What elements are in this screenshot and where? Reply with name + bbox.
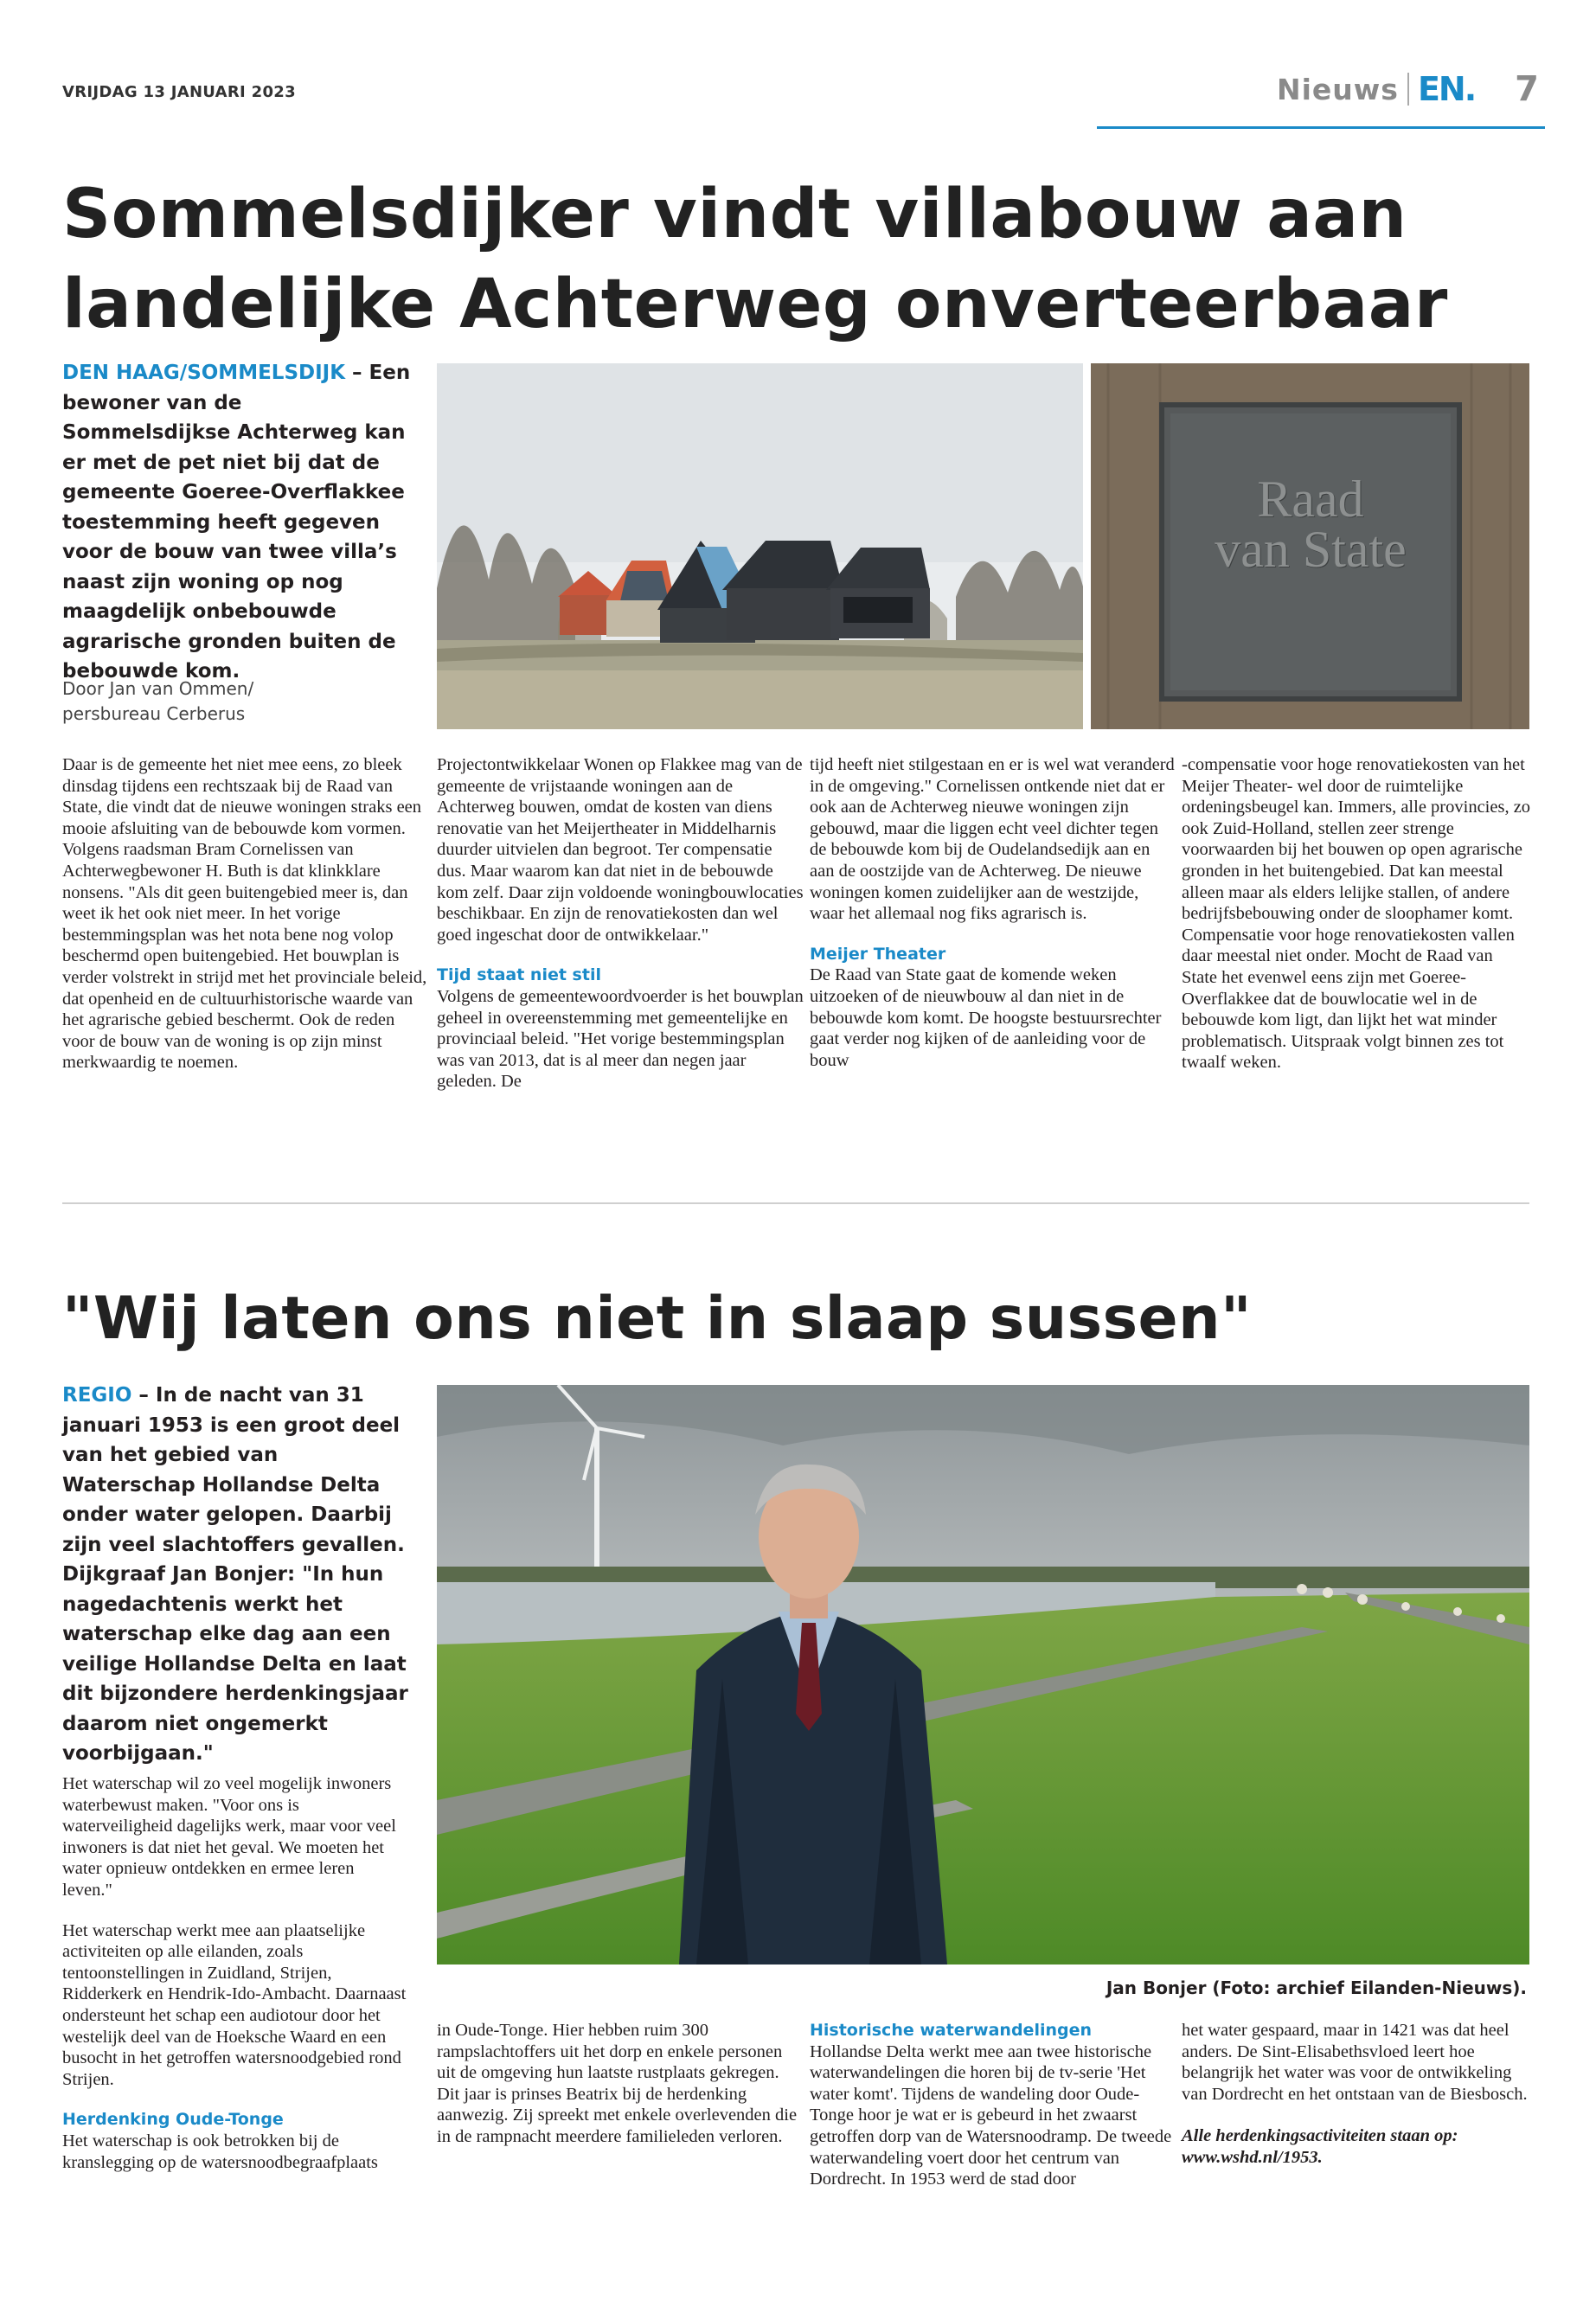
plaque-text — [1162, 471, 1459, 578]
plaque-text-line: Raad — [1257, 471, 1364, 528]
paragraph: Hollandse Delta werkt mee aan twee historische waterwandelingen die horen bij de tv-serie 'Het water komt'. Tijdens de wandeling door Oude-Tonge hoor je wat er is gebeurd in het zwaarst getroffen dorp van de Watersnoodramp. De tweede waterwandeling voert door het centrum van Dordrecht. In 1953 werd de stad door — [810, 2041, 1172, 2189]
article1-column-2 — [437, 754, 804, 1093]
byline — [62, 676, 413, 727]
masthead — [1277, 67, 1545, 111]
paragraph: Het waterschap is ook betrokken bij de kranslegging op de watersnoodbegraafplaats — [62, 2131, 378, 2172]
dike-portrait-image — [437, 1385, 1529, 1965]
jan-bonjer-photo — [437, 1385, 1529, 1965]
subheading: Herdenking Oude-Tonge — [62, 2110, 284, 2130]
dateline: DEN HAAG/SOMMELSDIJK — [62, 362, 346, 384]
paragraph: De Raad van State gaat de komende weken uitzoeken of de nieuwbouw al dan niet in de bebouwde kom komt. De hoogste bestuursrechter gaat verder nog kijken of de aanleiding voor de bouw — [810, 965, 1162, 1070]
dateline: REGIO — [62, 1384, 132, 1407]
paragraph: het water gespaard, maar in 1421 was dat heel anders. De Sint-Elisabethsvloed leert hoe belangrijk het water was voor de ontwikkeling van Dordrecht en het ontstaan van de Biesbosch. — [1182, 2021, 1528, 2104]
raad-van-state-photo — [1091, 363, 1529, 729]
paragraph: Het waterschap wil zo veel mogelijk inwoners waterbewust maken. "Voor ons is waterveiligheid dagelijks werk, maar voor veel inwoners is dat niet het geval. We moeten het water opnieuw ontdekken en ermee leren leven." — [62, 1774, 396, 1900]
plaque-text-line: van State — [1215, 521, 1407, 578]
section-label: Nieuws — [1277, 72, 1399, 106]
article2-column-1 — [62, 1773, 408, 2173]
article2-column-2 — [437, 2020, 804, 2148]
article-divider — [62, 1202, 1529, 1204]
paragraph: -compensatie voor hoge renovatiekosten van het Meijer Theater- wel door de ruimtelijke ordeningsbeugel kan. Immers, alle provincies, zo ook Zuid-Holland, stellen zeer strenge voorwaarden bij het bouwen op open agrarische gronden in het buitengebied. Dat kan meestal alleen maar als elders lelijke stallen, of andere bedrijfsbebouwing onder de sloophamer komt. Compensatie voor hoge renovatiekosten vallen daar meestal niet onder. Mocht de Raad van State het evenwel eens zijn met Goeree-Overflakkee dat de bouwlocatie wel in de bebouwde kom ligt, dan lijkt het wat minder problematisch. Uitspraak volgt binnen zes tot twaalf weken. — [1182, 755, 1531, 1073]
masthead-divider — [1407, 73, 1409, 106]
article1-column-4 — [1182, 754, 1532, 1074]
byline-line: persbureau Cerberus — [62, 703, 246, 724]
photo-caption: Jan Bonjer (Foto: archief Eilanden-Nieuws). — [1106, 1977, 1527, 1998]
subheading: Historische waterwandelingen — [810, 2021, 1093, 2040]
lead-text: – In de nacht van 31 januari 1953 is een groot deel van het gebied van Waterschap Hollandse Delta onder water gelopen. Daarbij zijn veel slachtoffers gevallen. Dijkgraaf Jan Bonjer: "In hun nagedachtenis werkt het waterschap elke dag aan een veilige Hollandse Delta en laat dit bijzondere herdenkingsjaar daarom niet ongemerkt voorbijgaan." — [62, 1384, 408, 1765]
page-number: 7 — [1515, 69, 1539, 109]
en-logo: EN. — [1417, 70, 1476, 108]
headline-line: landelijke Achterweg onverteerbaar — [62, 266, 1448, 343]
paragraph: Projectontwikkelaar Wonen op Flakkee mag van de gemeente de vrijstaande woningen aan de Achterweg bouwen, omdat de kosten van diens renovatie van het Meijertheater in Middelharnis duurder uitvielen dan begroot. Ter compensatie dus. Maar waarom kan dat niet in de bebouwde kom zelf. Daar zijn voldoende woningbouwlocaties beschikbaar. En zijn de renovatiekosten dan wel goed ingeschat door de ontwikkelaar." — [437, 755, 804, 945]
article2-column-3 — [810, 2020, 1177, 2190]
subheading: Meijer Theater — [810, 944, 946, 964]
paragraph: Het waterschap werkt mee aan plaatselijke activiteiten op alle eilanden, zoals tentoonstellingen in Zuidland, Strijen, Ridderkerk en Hendrik-Ido-Ambacht. Daarnaast ondersteunt het schap een audiotour door het westelijk deel van de Hoeksche Waard en een busocht in het getroffen watersnoodgebied rond Strijen. — [62, 1920, 407, 2089]
paragraph: in Oude-Tonge. Hier hebben ruim 300 rampslachtoffers uit het dorp en enkele personen uit de omgeving hun laatste rustplaats gekregen. Dit jaar is prinses Beatrix bij de herdenking aanwezig. Zij spreekt met enkele overlevenden die in de rampnacht meerdere familieleden verloren. — [437, 2021, 798, 2146]
lead-text: – Een bewoner van de Sommelsdijkse Achterweg kan er met de pet niet bij dat de gemeente Goeree-Overflakkee toestemming heeft gegeven voor de bouw van twee villa’s naast zijn woning op nog maagdelijk onbebouwde agrarische gronden buiten de bebouwde kom. — [62, 362, 411, 683]
header-rule — [1097, 126, 1545, 129]
article1-column-3 — [810, 754, 1177, 1071]
website-note: Alle herdenkingsactiviteiten staan op: www.wshd.nl/1953. — [1182, 2126, 1458, 2167]
paragraph: Volgens de gemeentewoordvoerder is het bouwplan geheel in overeenstemming met gemeentelijke en provinciaal beleid. "Het vorige bestemmingsplan was van 2013, dat is al meer dan negen jaar geleden. De — [437, 986, 804, 1092]
article2-headline: "Wij laten ons niet in slaap sussen" — [62, 1285, 1253, 1353]
article1-column-1 — [62, 754, 430, 1074]
paragraph: tijd heeft niet stilgestaan en er is wel wat veranderd in de omgeving." Cornelissen ontkende niet dat er ook aan de Achterweg nieuwe woningen zijn gebouwd, maar die liggen echt veel dichter tegen de bebouwde kom bij de Oudelandsedijk aan en aan de oostzijde van de Achterweg. De nieuwe woningen komen zuidelijker aan de westzijde, waar het allemaal nog fiks agrarisch is. — [810, 755, 1175, 924]
article2-column-4 — [1182, 2020, 1528, 2169]
article1-lead — [62, 358, 413, 687]
headline-line: Sommelsdijker vindt villabouw aan — [62, 176, 1407, 253]
paragraph: Daar is de gemeente het niet mee eens, zo bleek dinsdag tijdens een rechtszaak bij de Raad van State, die vindt dat de nieuwe woningen straks een mooie afsluiting van de bebouwde kom vormen. Volgens raadsman Bram Cornelissen van Achterwegbewoner H. Buth is dat klinkklare nonsens. "Als dit geen buitengebied meer is, dan weet ik het ook niet meer. In het vorige bestemmingsplan was het nota bene nog volop beschermd open buitengebied. Het bouwplan is verder volstrekt in strijd met het provinciale beleid, dat openheid en de cultuurhistorische waarde van het agrarische gebied beschermt. Ook de reden voor de bouw van de woning is op zijn minst merkwaardig te noemen. — [62, 755, 427, 1073]
issue-date: VRIJDAG 13 JANUARI 2023 — [62, 83, 296, 101]
villas-photo-image — [437, 363, 1083, 729]
villas-photo — [437, 363, 1083, 729]
article1-headline — [62, 170, 1550, 349]
subheading: Tijd staat niet stil — [437, 965, 601, 985]
byline-line: Door Jan van Ommen/ — [62, 678, 254, 699]
article2-lead — [62, 1381, 413, 1769]
